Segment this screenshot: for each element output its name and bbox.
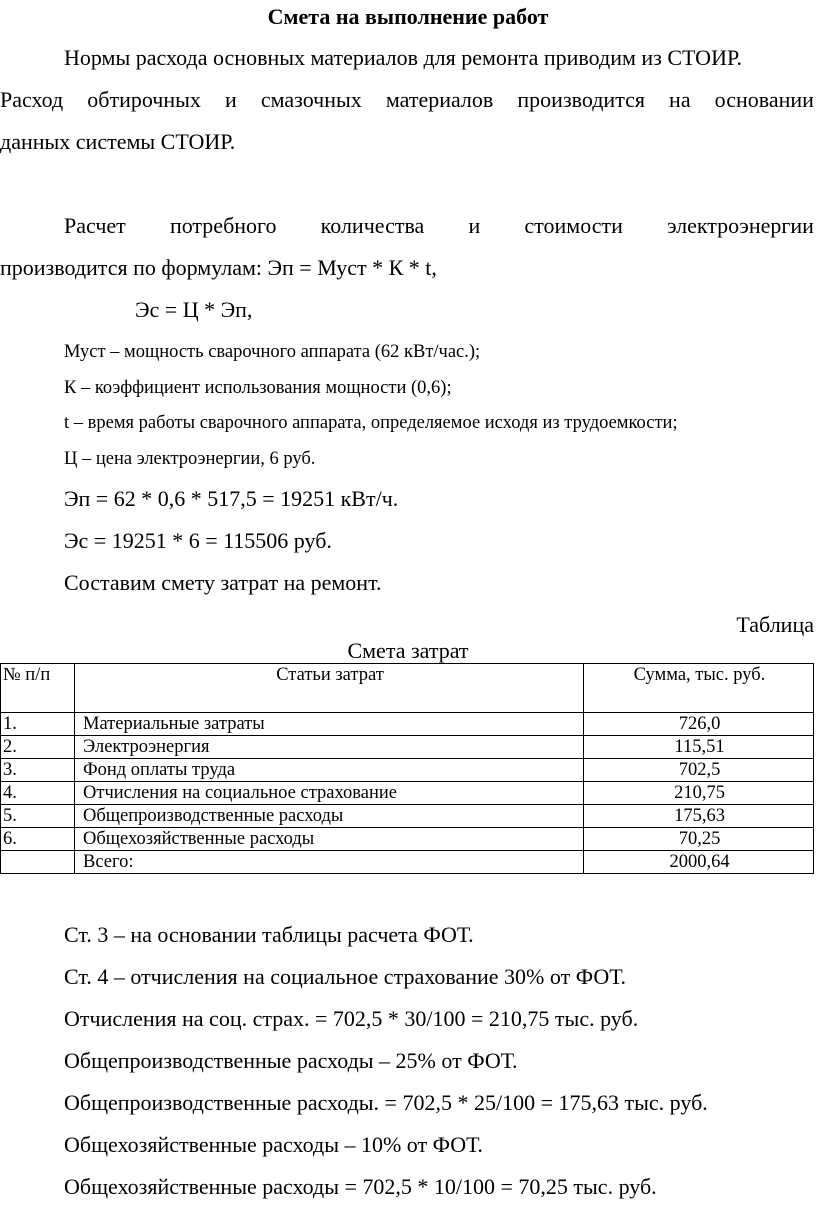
- note-line: Ст. 4 – отчисления на социальное страхование 30% от ФОТ.: [64, 964, 626, 989]
- paragraph-line: Нормы расхода основных материалов для ремонта приводим из СТОИР.: [64, 45, 742, 70]
- word: и: [468, 213, 481, 238]
- row-article: Фонд оплаты труда: [75, 759, 584, 782]
- row-sum: 70,25: [584, 828, 814, 851]
- word: Расчет: [64, 213, 126, 238]
- row-num: 2.: [1, 736, 75, 759]
- word: потребного: [169, 213, 277, 238]
- row-article: Материальные затраты: [75, 713, 584, 736]
- word: Расход: [0, 87, 64, 112]
- formula-es: Эс = Ц * Эп,: [135, 297, 253, 322]
- paragraph-line-justified: [0, 87, 814, 113]
- row-num: 4.: [1, 782, 75, 805]
- table-header-row: [1, 664, 814, 713]
- note-line: Общехозяйственные расходы – 10% от ФОТ.: [64, 1132, 483, 1157]
- word: на: [669, 87, 691, 112]
- row-num: 6.: [1, 828, 75, 851]
- calc-es: Эс = 19251 * 6 = 115506 руб.: [64, 528, 332, 553]
- table-row: [1, 828, 814, 851]
- word: основании: [714, 87, 814, 112]
- row-sum: 702,5: [584, 759, 814, 782]
- estimate-table: [0, 663, 814, 874]
- table-title: Смета затрат: [347, 638, 469, 663]
- paragraph-line-justified: [64, 213, 814, 239]
- word: количества: [320, 213, 425, 238]
- word: материалов: [385, 87, 494, 112]
- row-sum: 210,75: [584, 782, 814, 805]
- row-article: Электроэнергия: [75, 736, 584, 759]
- note-line: Общепроизводственные расходы. = 702,5 * 25/100 = 175,63 тыс. руб.: [64, 1090, 708, 1115]
- paragraph-line: производится по формулам: Эп = Муст * К * t,: [0, 255, 437, 280]
- definition-item: t – время работы сварочного аппарата, определяемое исходя из трудоемкости;: [64, 413, 678, 433]
- row-sum: 115,51: [584, 736, 814, 759]
- row-sum: 175,63: [584, 805, 814, 828]
- note-line: Общехозяйственные расходы = 702,5 * 10/100 = 70,25 тыс. руб.: [64, 1174, 657, 1199]
- table-row: [1, 759, 814, 782]
- word: производится: [517, 87, 645, 112]
- table-row: [1, 782, 814, 805]
- table-row: [1, 736, 814, 759]
- total-sum: 2000,64: [584, 851, 814, 874]
- table-caption: Таблица: [736, 612, 814, 637]
- word: смазочных: [260, 87, 362, 112]
- row-article: Общепроизводственные расходы: [75, 805, 584, 828]
- page-title: Смета на выполнение работ: [267, 4, 549, 29]
- definition-item: К – коэффициент использования мощности (0,6);: [64, 378, 452, 398]
- row-num: 3.: [1, 759, 75, 782]
- note-line: Отчисления на соц. страх. = 702,5 * 30/100 = 210,75 тыс. руб.: [64, 1006, 639, 1031]
- total-num: [1, 851, 75, 874]
- header-num: № п/п: [1, 664, 75, 713]
- header-sum: Сумма, тыс. руб.: [584, 664, 814, 713]
- table-row: [1, 713, 814, 736]
- row-sum: 726,0: [584, 713, 814, 736]
- header-article: Статьи затрат: [75, 664, 584, 713]
- total-label: Всего:: [75, 851, 584, 874]
- note-line: Общепроизводственные расходы – 25% от ФОТ.: [64, 1048, 518, 1073]
- word: электроэнергии: [667, 213, 814, 238]
- word: стоимости: [524, 213, 623, 238]
- definition-item: Ц – цена электроэнергии, 6 руб.: [64, 449, 316, 469]
- word: обтирочных: [87, 87, 201, 112]
- paragraph-line: данных системы СТОИР.: [0, 129, 236, 154]
- definition-item: Муст – мощность сварочного аппарата (62 кВт/час.);: [64, 342, 481, 362]
- row-num: 5.: [1, 805, 75, 828]
- table-row: [1, 805, 814, 828]
- row-article: Отчисления на социальное страхование: [75, 782, 584, 805]
- note-line: Ст. 3 – на основании таблицы расчета ФОТ.: [64, 922, 474, 947]
- calc-ep: Эп = 62 * 0,6 * 517,5 = 19251 кВт/ч.: [64, 486, 399, 511]
- word: и: [225, 87, 237, 112]
- row-article: Общехозяйственные расходы: [75, 828, 584, 851]
- row-num: 1.: [1, 713, 75, 736]
- compose-sentence: Составим смету затрат на ремонт.: [64, 570, 382, 595]
- table-total-row: [1, 851, 814, 874]
